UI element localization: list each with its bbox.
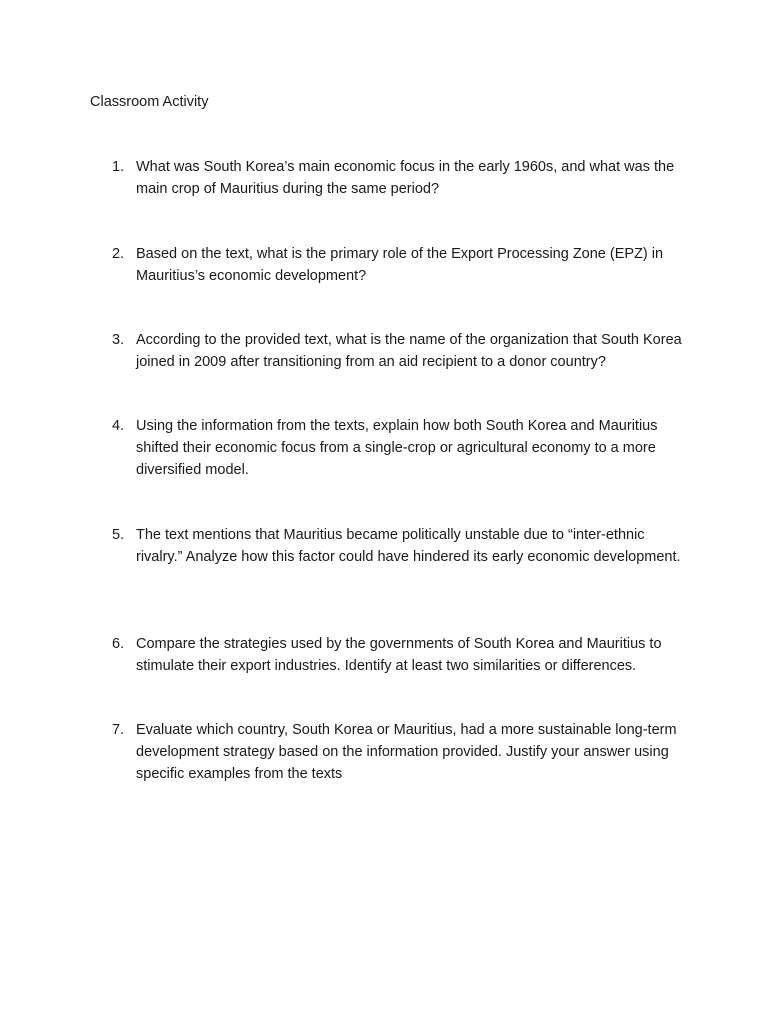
- question-number: 1.: [112, 159, 125, 175]
- question-number: 4.: [112, 418, 125, 434]
- question-number: 2.: [112, 246, 125, 262]
- question-text: The text mentions that Mauritius became politically unstable due to “inter-ethnic rivalry.” Analyze how this factor could have hindered its early economic development.: [136, 527, 681, 565]
- question-number: 3.: [112, 332, 125, 348]
- question-number: 7.: [112, 722, 125, 738]
- question-text: Evaluate which country, South Korea or Mauritius, had a more sustainable long-term development strategy based on the information provided. Justify your answer using specific examples from the texts: [136, 722, 677, 782]
- question-text: Based on the text, what is the primary role of the Export Processing Zone (EPZ) in Mauritius’s economic development?: [136, 246, 664, 284]
- question-number: 5.: [112, 527, 125, 543]
- question-text: Using the information from the texts, explain how both South Korea and Mauritius shifted their economic focus from a single-crop or agricultural economy to a more diversified model.: [136, 418, 658, 478]
- question-text: According to the provided text, what is the name of the organization that South Korea joined in 2009 after transitioning from an aid recipient to a donor country?: [136, 332, 682, 370]
- question-text: Compare the strategies used by the governments of South Korea and Mauritius to stimulate their export industries. Identify at least two similarities or differences.: [136, 636, 662, 674]
- question-number: 6.: [112, 636, 125, 652]
- question-text: What was South Korea’s main economic focus in the early 1960s, and what was the main crop of Mauritius during the same period?: [136, 159, 675, 197]
- document-title: Classroom Activity: [90, 94, 209, 110]
